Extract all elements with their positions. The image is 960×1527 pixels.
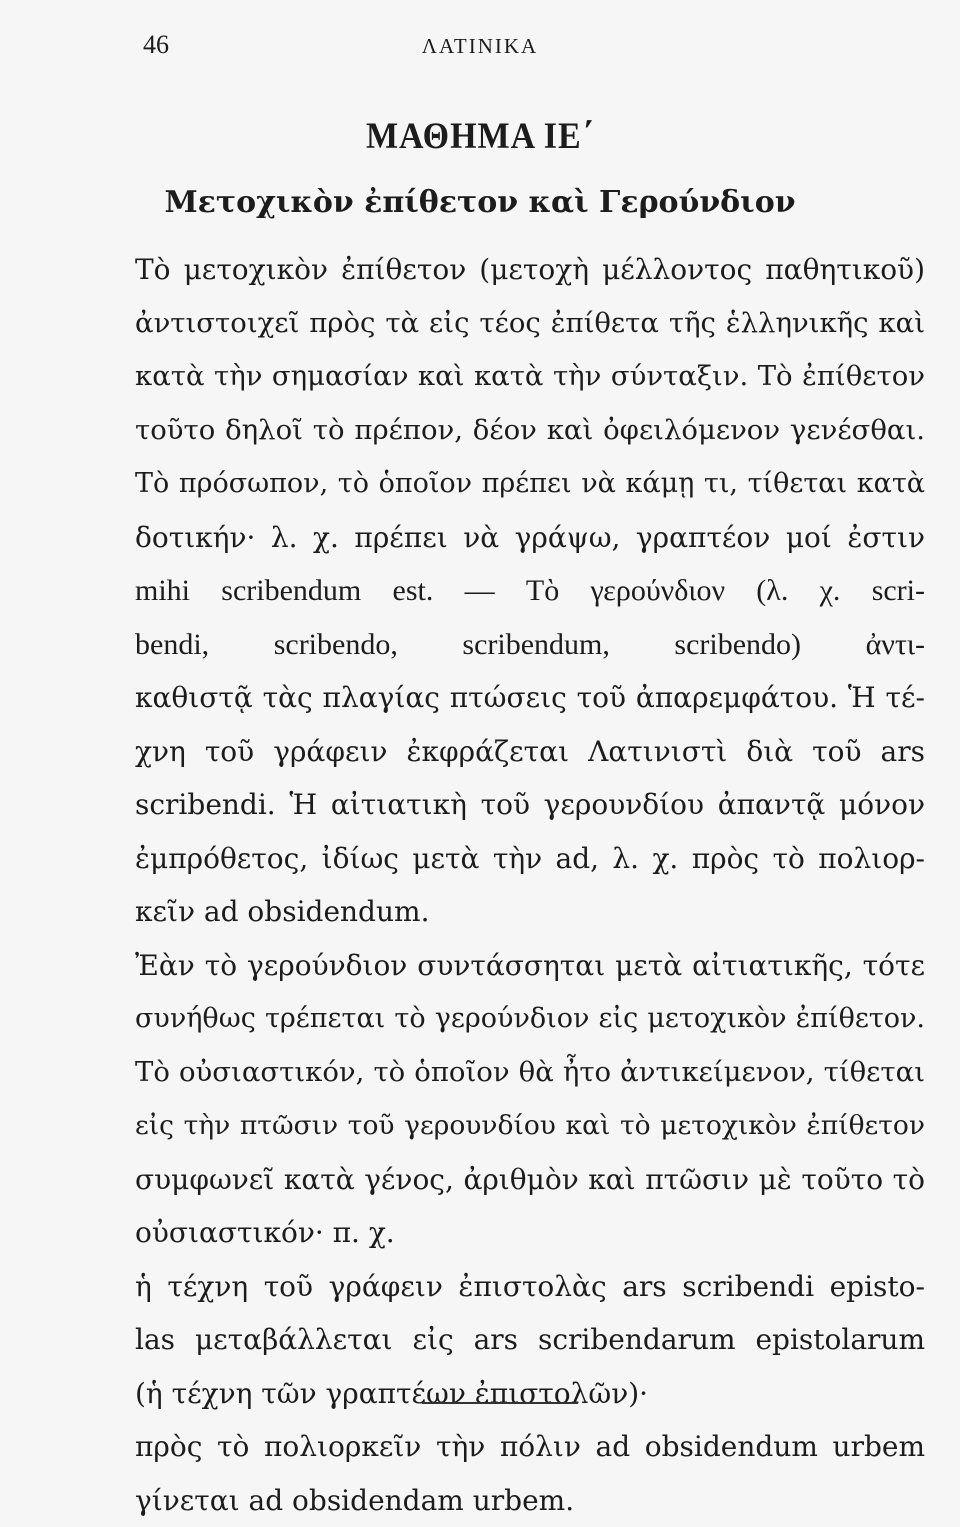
text-line: las μεταβάλλεται εἰς ars scribendarum epistolarum: [135, 1313, 925, 1367]
section-title: Μετοχικὸν ἐπίθετον καὶ Γερούνδιον: [0, 185, 960, 220]
running-title: ΛΑΤΙΝΙΚΑ: [0, 34, 960, 59]
text-line: οὐσιαστικόν· π. χ.: [135, 1206, 925, 1260]
lesson-title: ΜΑΘΗΜΑ ΙΕ΄: [0, 116, 960, 158]
page-number: 46: [143, 30, 169, 60]
text-line: γίνεται ad obsidendam urbem.: [135, 1474, 925, 1527]
text-line: Τὸ πρόσωπον, τὸ ὁποῖον πρέπει νὰ κάμῃ τι, τίθεται κατὰ: [135, 457, 925, 511]
text-line: ἐμπρόθετος, ἰδίως μετὰ τὴν ad, λ. χ. πρὸς τὸ πολιορ-: [135, 832, 925, 886]
text-line: καθιστᾷ τὰς πλαγίας πτώσεις τοῦ ἀπαρεμφάτου. Ἡ τέ-: [135, 671, 925, 725]
text-line: συμφωνεῖ κατὰ γένος, ἀριθμὸν καὶ πτῶσιν μὲ τοῦτο τὸ: [135, 1153, 925, 1207]
text-line: Τὸ μετοχικὸν ἐπίθετον (μετοχὴ μέλλοντος παθητικοῦ): [135, 243, 925, 297]
text-line: ἡ τέχνη τοῦ γράφειν ἐπιστολὰς ars scribendi episto-: [135, 1260, 925, 1314]
text-line: bendi, scribendo, scribendum, scribendo) ἀντι-: [135, 618, 925, 672]
text-line: scribendi. Ἡ αἰτιατικὴ τοῦ γερουνδίου ἀπαντᾷ μόνον: [135, 778, 925, 832]
text-line: Τὸ οὐσιαστικόν, τὸ ὁποῖον θὰ ἦτο ἀντικείμενον, τίθεται: [135, 1046, 925, 1100]
running-head: [0, 30, 960, 70]
text-line: πρὸς τὸ πολιορκεῖν τὴν πόλιν ad obsidendum urbem: [135, 1420, 925, 1474]
text-line: ἀντιστοιχεῖ πρὸς τὰ εἰς τέος ἐπίθετα τῆς ἑλληνικῆς καὶ: [135, 297, 925, 351]
text-line: τοῦτο δηλοῖ τὸ πρέπον, δέον καὶ ὀφειλόμενον γενέσθαι.: [135, 404, 925, 458]
text-line: κατὰ τὴν σημασίαν καὶ κατὰ τὴν σύνταξιν. Τὸ ἐπίθετον: [135, 350, 925, 404]
text-line: συνήθως τρέπεται τὸ γερούνδιον εἰς μετοχικὸν ἐπίθετον.: [135, 992, 925, 1046]
text-line: εἰς τὴν πτῶσιν τοῦ γερουνδίου καὶ τὸ μετοχικὸν ἐπίθετον: [135, 1099, 925, 1153]
text-line: Ἐὰν τὸ γερούνδιον συντάσσηται μετὰ αἰτιατικῆς, τότε: [135, 939, 925, 993]
text-line: (ἡ τέχνη τῶν γραπτέων ἐπιστολῶν)·: [135, 1367, 925, 1421]
body-text: [135, 243, 925, 1527]
text-line: χνη τοῦ γράφειν ἐκφράζεται Λατινιστὶ διὰ τοῦ ars: [135, 725, 925, 779]
end-rule: [422, 1402, 578, 1404]
text-line: κεῖν ad obsidendum.: [135, 885, 925, 939]
text-line: mihi scribendum est. — Τὸ γερούνδιον (λ. χ. scri-: [135, 564, 925, 618]
text-line: δοτικήν· λ. χ. πρέπει νὰ γράψω, γραπτέον μοί ἐστιν: [135, 511, 925, 565]
